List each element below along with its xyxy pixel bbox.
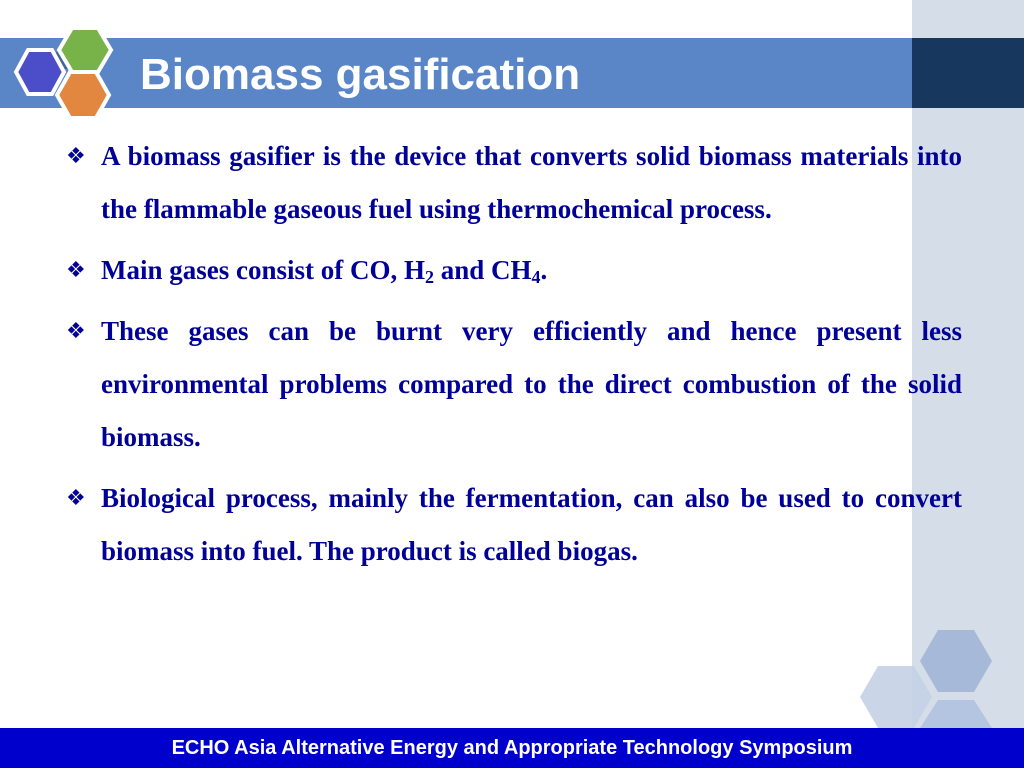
diamond-bullet-icon: ❖: [66, 319, 86, 344]
bullet-item-gasifier: [66, 130, 962, 236]
footer-text: ECHO Asia Alternative Energy and Appropriate Technology Symposium: [171, 736, 853, 759]
footer-bar: [0, 728, 1024, 768]
bullet-text-middle: and CH: [434, 255, 532, 285]
subscript-4: 4: [531, 267, 541, 287]
subscript-2: 2: [425, 267, 434, 287]
slide-title: Biomass gasification: [140, 50, 581, 99]
bullet-item-main-gases: [66, 244, 962, 297]
bullet-item-efficiency: [66, 305, 962, 464]
orange-hexagon-icon: [57, 72, 109, 118]
bullet-text: A biomass gasifier is the device that converts solid biomass materials into the flammable gaseous fuel using thermochemical process.: [101, 141, 962, 224]
diamond-bullet-icon: ❖: [66, 144, 86, 169]
green-hexagon-icon: [59, 28, 111, 72]
blue-hexagon-icon: [16, 50, 64, 94]
decorative-hexagons-icon: [860, 628, 1024, 728]
bullet-item-biological: [66, 472, 962, 578]
title-bar-accent: [912, 38, 1024, 108]
diamond-bullet-icon: ❖: [66, 258, 86, 283]
bullet-text: Biological process, mainly the fermentation, can also be used to convert biomass into fuel. The product is called biogas.: [101, 483, 962, 566]
bullet-list: [66, 130, 962, 586]
bullet-text: These gases can be burnt very efficiently and hence present less environmental problems compared to the direct combustion of the solid biomass.: [101, 316, 962, 452]
bullet-text-suffix: .: [540, 255, 548, 285]
bullet-text-prefix: Main gases consist of CO, H: [101, 255, 425, 285]
diamond-bullet-icon: ❖: [66, 486, 86, 511]
hexagon-logo-icon: [12, 24, 122, 124]
